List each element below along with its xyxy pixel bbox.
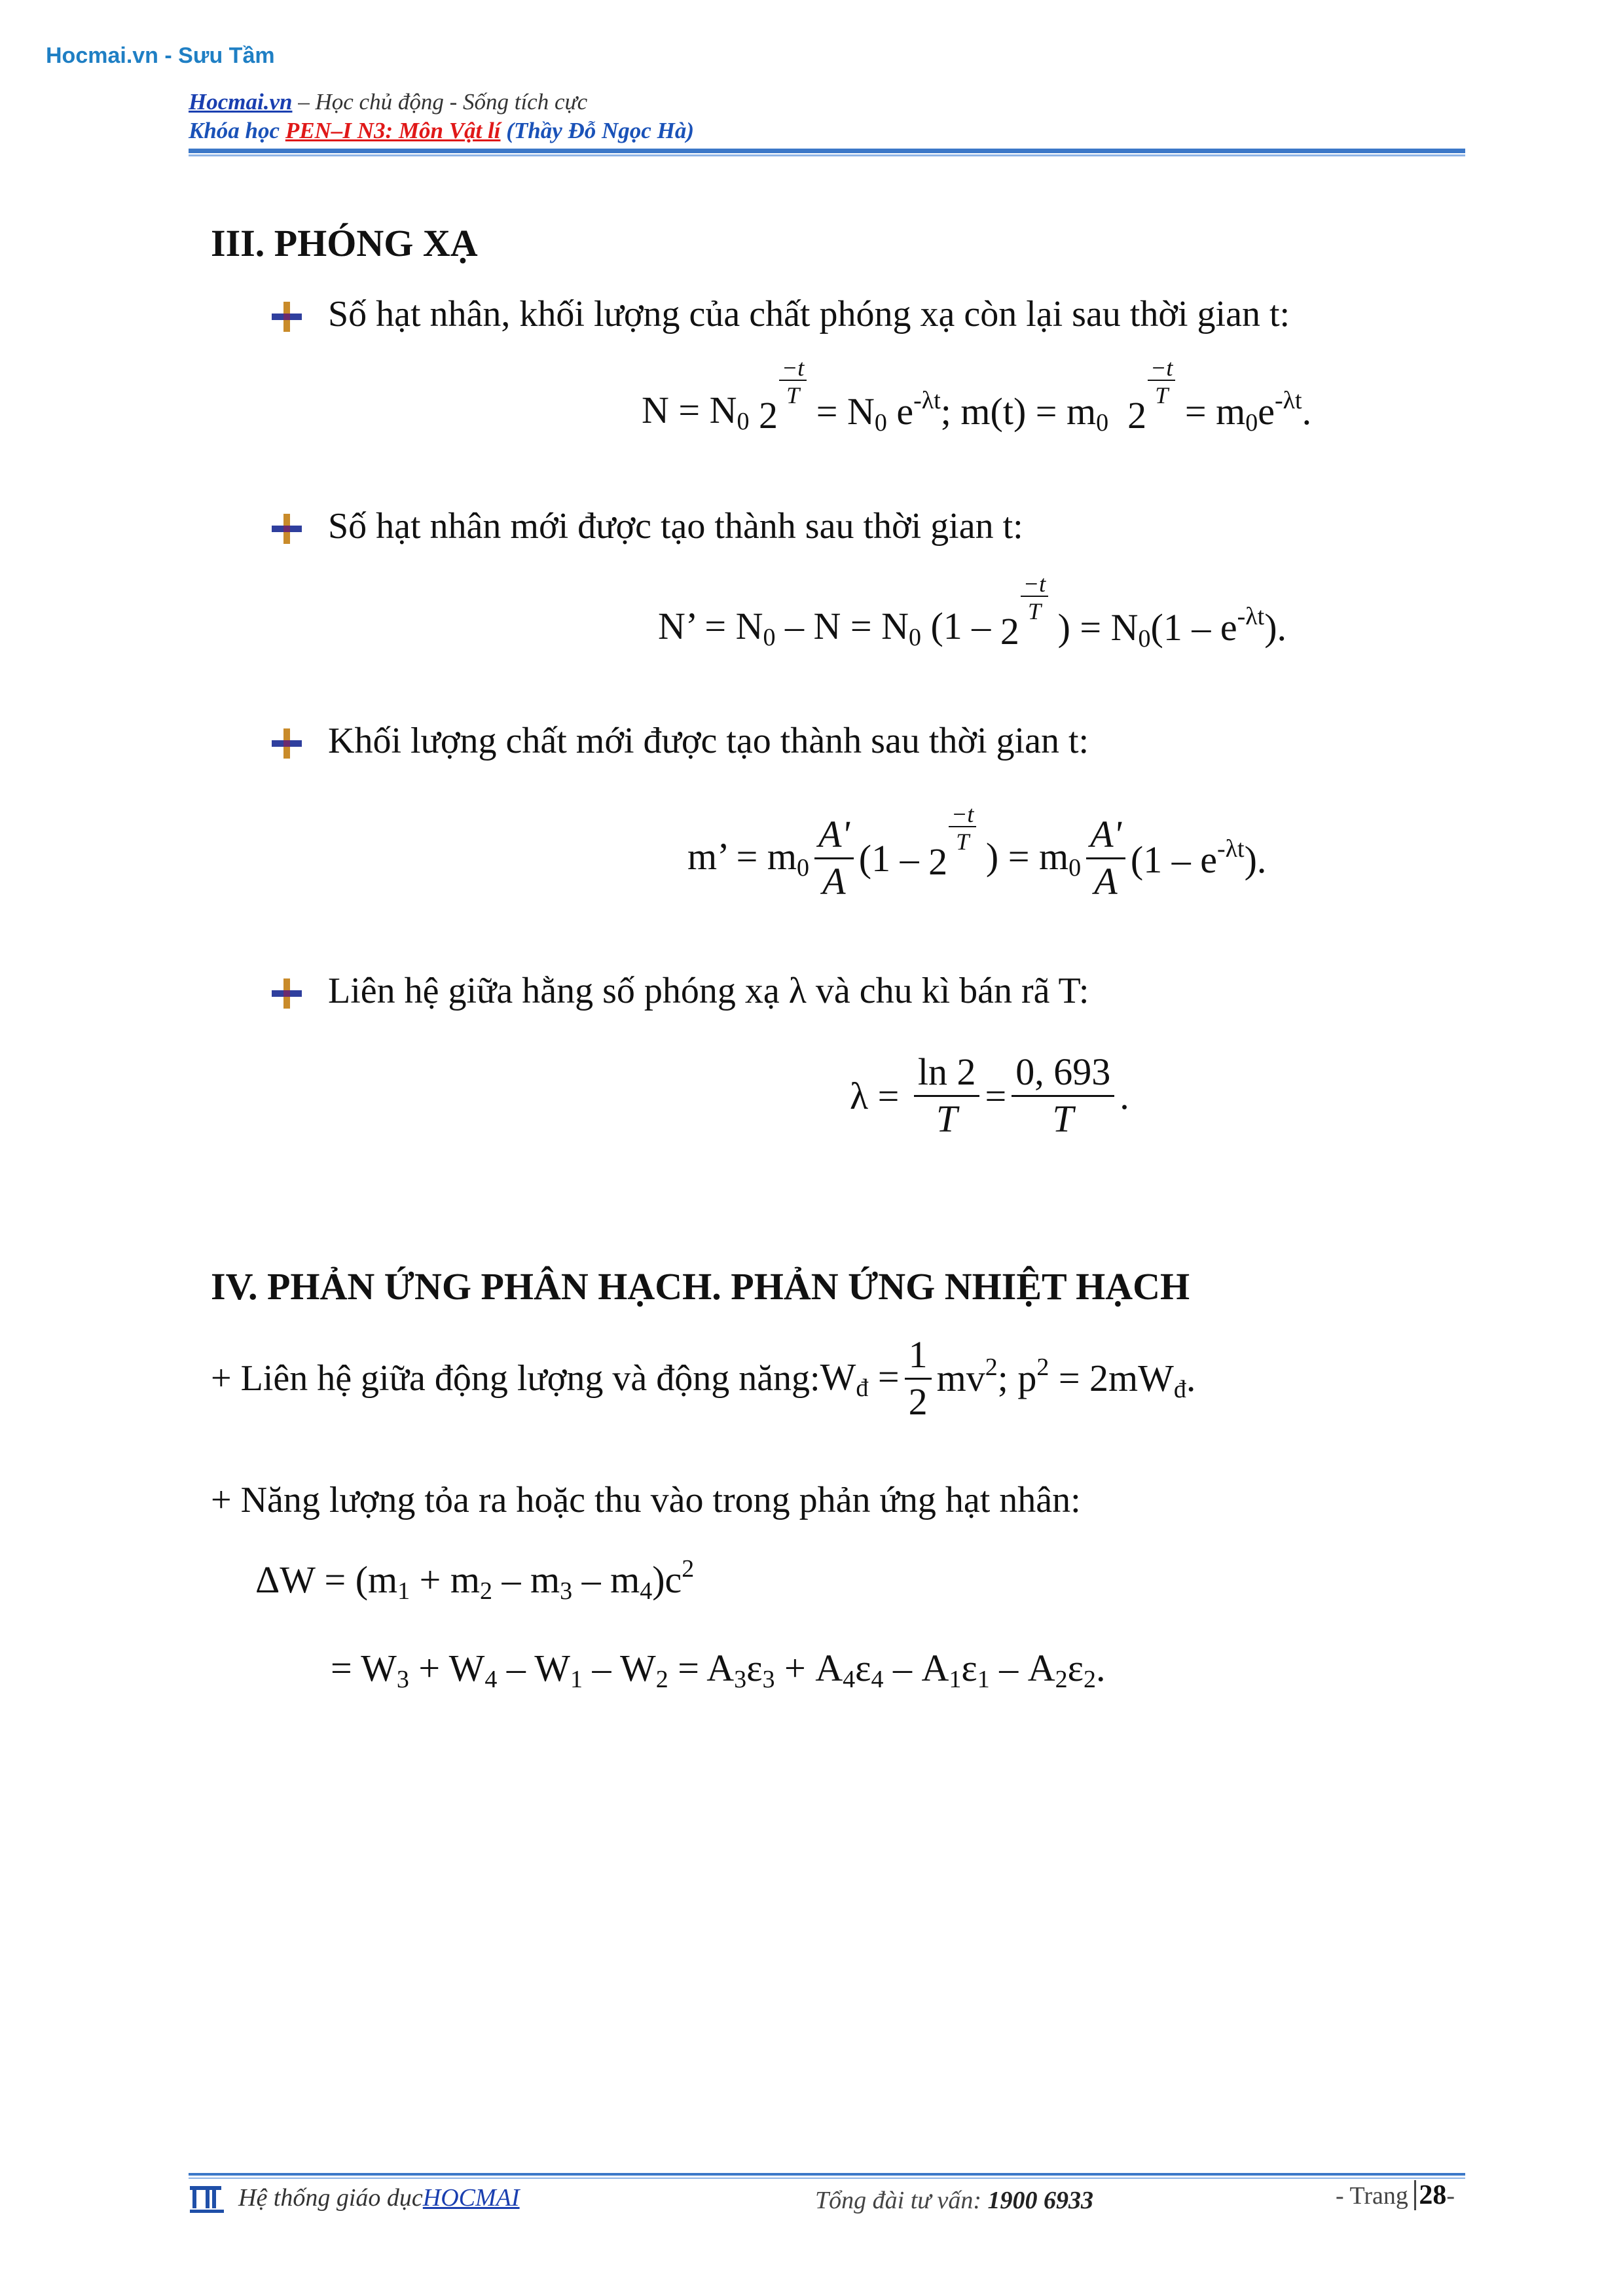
header-rule-thin	[189, 154, 1465, 156]
header-line-2	[189, 118, 694, 144]
bullet-text: Khối lượng chất mới được tạo thành sau thời gian t:	[328, 721, 1089, 761]
formula-delta-w-2: = $W_3 + W_4 - W_1 - W_2 = A_3\varepsilon_3 + A_4\varepsilon_4 - A_1\varepsilon_1 - A_2\varepsilon_2$.	[331, 1647, 1106, 1693]
footer-hocmai-link[interactable]: HOCMAI	[422, 2184, 520, 2212]
bullet-text: Số hạt nhân, khối lượng của chất phóng xạ còn lại sau thời gian t:	[328, 294, 1290, 334]
footer-system-label: Hệ thống giáo dục	[238, 2184, 423, 2212]
section-title-phan-ung: IV. PHẢN ỨNG PHÂN HẠCH. PHẢN ỨNG NHIỆT HẠCH	[211, 1265, 1190, 1308]
course-prefix: Khóa học	[189, 118, 285, 143]
hotline-label: Tổng đài tư vấn:	[815, 2187, 988, 2214]
bullet-2	[272, 505, 1023, 547]
bullet-icon	[272, 511, 302, 541]
watermark: Hocmai.vn - Sưu Tầm	[46, 43, 275, 68]
formula-lambda: λ = $\frac{\ln 2}{T}$ = $\frac{0, 693}{T}$ .	[850, 1050, 1129, 1140]
footer-hotline	[815, 2186, 1093, 2215]
page-suffix: -	[1446, 2182, 1455, 2210]
line1-prefix: + Liên hệ giữa động lượng và động năng:	[211, 1358, 820, 1399]
formula-new-mass: m’ = $m_0$ $\frac{A'}{A}$ (1 – 2 $\frac{-t}{T}$ ) = $m_0$ $\frac{A'}{A}$ $(1 - e^{-\lambda t})$.	[687, 801, 1267, 903]
teacher-name: (Thầy Đỗ Ngọc Hà)	[500, 118, 694, 143]
footer-rule-thin	[189, 2178, 1465, 2179]
bullet-text: Liên hệ giữa hằng số phóng xạ λ và chu kì bán rã T:	[328, 971, 1089, 1011]
formula-new-nuclei: N’ = $N_0 - N = N_0$ (1 – 2 $\frac{-t}{T}$ ) = $N_0(1 - e^{-\lambda t})$.	[658, 571, 1287, 653]
footer-left	[190, 2181, 520, 2215]
header-rule	[189, 149, 1465, 153]
formula-kinetic: $W_đ$ = $\frac{1}{2}$ $mv^2$; $p^2 = 2mW_đ$.	[820, 1333, 1196, 1423]
page-label: - Trang	[1336, 2182, 1415, 2210]
hocmai-logo-icon	[190, 2181, 224, 2215]
bullet-4	[272, 970, 1089, 1012]
bullet-icon	[272, 976, 302, 1006]
formula-delta-w: $\Delta W = (m_1 + m_2 - m_3 - m_4)c^2$	[255, 1555, 695, 1605]
bullet-icon	[272, 726, 302, 756]
formula-remaining: $N = N_0$ 2 $\frac{-t}{T}$ = $N_0$ $e^{-\lambda t}$; $m(t) = m_0$ 2 $\frac{-t}{T}$ = $m_0e^{-\lambda t}$.	[642, 355, 1312, 437]
bullet-1	[272, 293, 1290, 335]
header-site-link[interactable]: Hocmai.vn	[189, 89, 293, 115]
header-slogan: – Học chủ động - Sống tích cực	[292, 89, 588, 115]
header-line-1	[189, 89, 587, 115]
bullet-icon	[272, 299, 302, 329]
section-title-phong-xa: III. PHÓNG XẠ	[211, 222, 478, 264]
energy-line: + Năng lượng tỏa ra hoặc thu vào trong phản ứng hạt nhân:	[211, 1480, 1081, 1520]
hotline-number: 1900 6933	[987, 2187, 1093, 2214]
bullet-3	[272, 720, 1089, 762]
bullet-text: Số hạt nhân mới được tạo thành sau thời gian t:	[328, 506, 1023, 547]
footer-page	[1336, 2179, 1455, 2211]
page-number: 28	[1414, 2180, 1446, 2210]
course-name[interactable]: PEN–I N3: Môn Vật lí	[285, 118, 501, 143]
footer-rule	[189, 2173, 1465, 2176]
momentum-energy-line	[211, 1335, 1195, 1422]
